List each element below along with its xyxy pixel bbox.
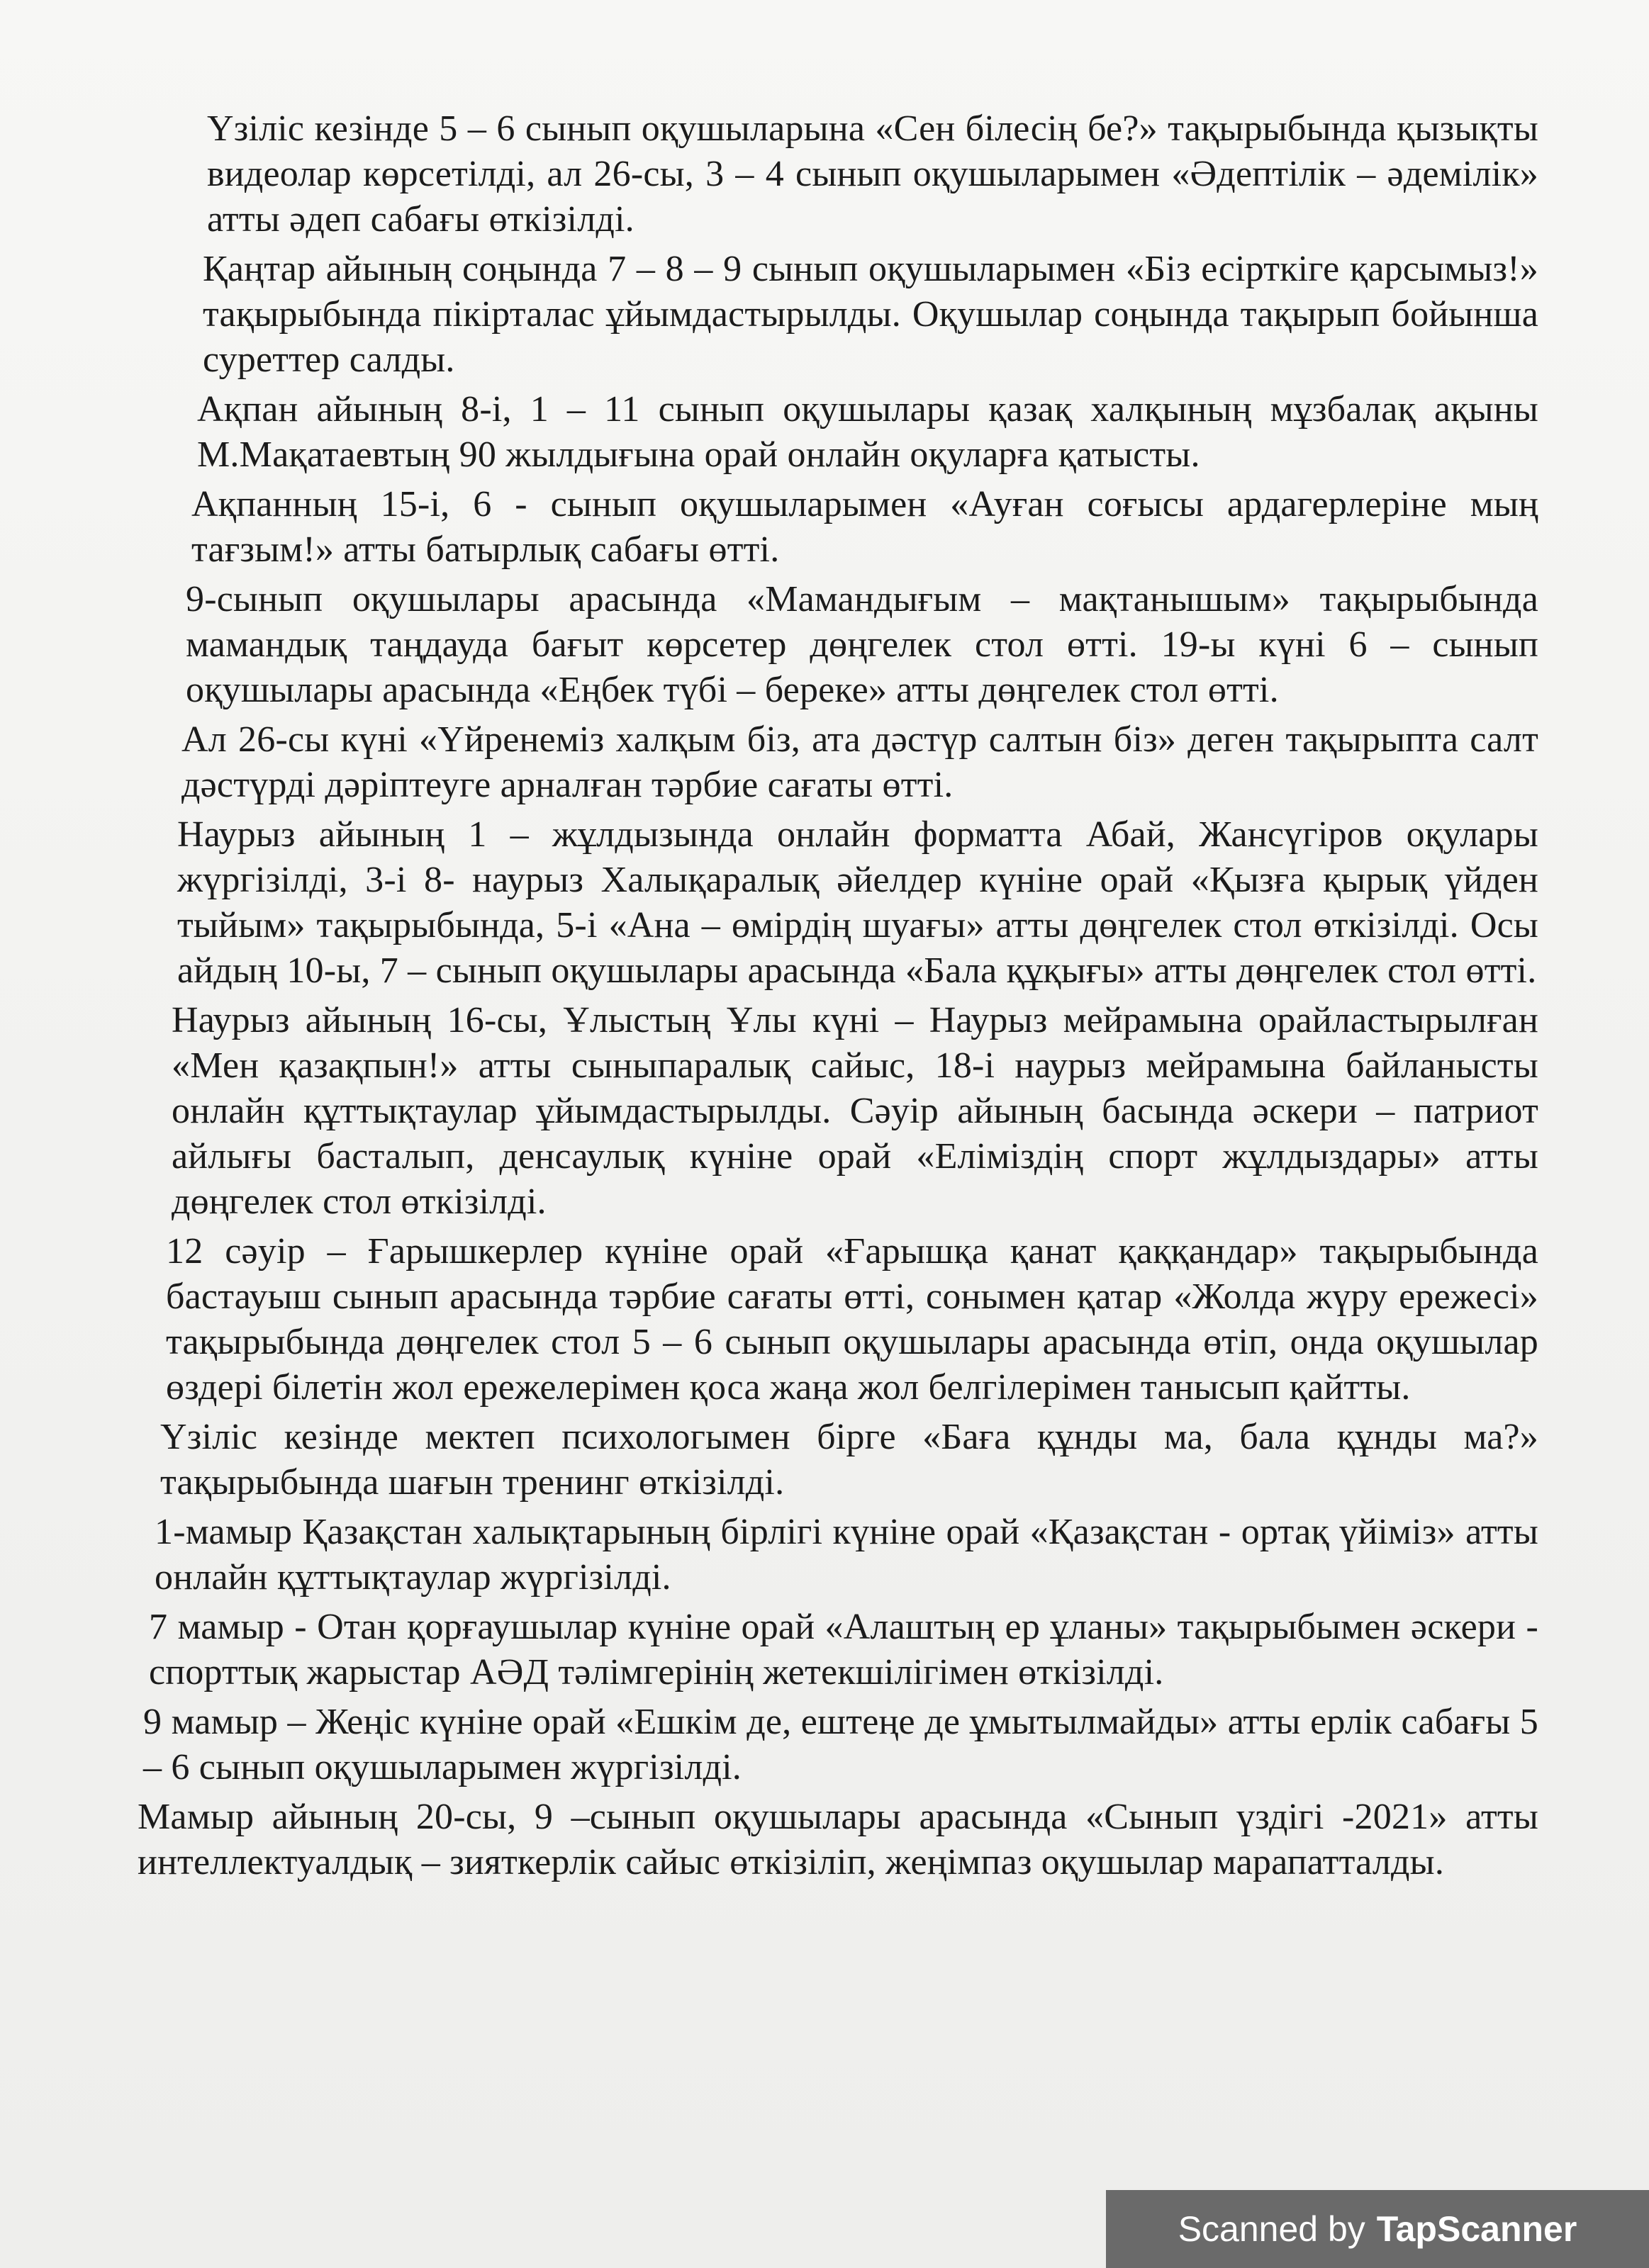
watermark-prefix: Scanned by [1178, 2209, 1365, 2249]
paragraph-4: Ақпанның 15-і, 6 - сынып оқушыларымен «Ауған соғысы ардагерлеріне мың тағзым!» атты батырлық сабағы өтті. [191, 484, 1538, 570]
paragraph-7: Наурыз айының 1 – жұлдызында онлайн форматта Абай, Жансүгіров оқулары жүргізілді, 3-і 8- наурыз Халықаралық әйелдер күніне орай «Қызға қырық үйден тыйым» тақырыбында, 5-і «Ана – өмірдің шуағы» атты дөңгелек стол өткізілді. Осы айдың 10-ы, 7 – сынып оқушылары арасында «Бала құқығы» атты дөңгелек стол өтті. [177, 814, 1538, 991]
paragraph-3: Ақпан айының 8-і, 1 – 11 сынып оқушылары қазақ халқының мұзбалақ ақыны М.Мақатаевтың 90 жылдығына орай онлайн оқуларға қатысты. [197, 389, 1538, 475]
document-body [128, 106, 1538, 1890]
paragraph-1: Үзіліс кезінде 5 – 6 сынып оқушыларына «Сен білесің бе?» тақырыбында қызықты видеолар көрсетілді, ал 26-сы, 3 – 4 сынып оқушыларымен «Әдептілік – әдемілік» атты әдеп сабағы өткізілді. [207, 108, 1538, 240]
paragraph-10: Үзіліс кезінде мектеп психологымен бірге «Баға құнды ма, бала құнды ма?» тақырыбында шағын тренинг өткізілді. [160, 1417, 1538, 1503]
paragraph-12: 7 мамыр - Отан қорғаушылар күніне орай «Алаштың ер ұланы» тақырыбымен әскери - спорттық жарыстар АӘД тәлімгерінің жетекшілігімен өткізілді. [149, 1607, 1538, 1692]
paragraph-11: 1-мамыр Қазақстан халықтарының бірлігі күніне орай «Қазақстан - ортақ үйіміз» атты онлайн құттықтаулар жүргізілді. [155, 1512, 1538, 1598]
paragraph-2: Қаңтар айының соңында 7 – 8 – 9 сынып оқушыларымен «Біз есірткіге қарсымыз!» тақырыбында пікірталас ұйымдастырылды. Оқушылар соңында тақырып бойынша суреттер салды. [203, 249, 1538, 380]
paragraph-5: 9-сынып оқушылары арасында «Мамандығым – мақтанышым» тақырыбында мамандық таңдауда бағыт көрсетер дөңгелек стол өтті. 19-ы күні 6 – сынып оқушылары арасында «Еңбек түбі – береке» атты дөңгелек стол өтті. [186, 579, 1538, 710]
paragraph-6: Ал 26-сы күні «Үйренеміз халқым біз, ата дәстүр салтын біз» деген тақырыпта салт дәстүрді дәріптеуге арналған тәрбие сағаты өтті. [181, 719, 1538, 805]
paragraph-13: 9 мамыр – Жеңіс күніне орай «Ешкім де, ештеңе де ұмытылмайды» атты ерлік сабағы 5 – 6 сынып оқушыларымен жүргізілді. [143, 1702, 1538, 1787]
scanner-watermark [1106, 2190, 1649, 2268]
paragraph-14: Мамыр айының 20-сы, 9 –сынып оқушылары арасында «Сынып үздігі -2021» атты интеллектуалдық – зияткерлік сайыс өткізіліп, жеңімпаз оқушылар марапатталды. [138, 1797, 1538, 1882]
watermark-brand: TapScanner [1376, 2209, 1577, 2249]
paragraph-8: Наурыз айының 16-сы, Ұлыстың Ұлы күні – Наурыз мейрамына орайластырылған «Мен қазақпын!» атты сыныпаралық сайыс, 18-і наурыз мейрамына байланысты онлайн құттықтаулар ұйымдастырылды. Сәуір айының басында әскери – патриот айлығы басталып, денсаулық күніне орай «Еліміздің спорт жұлдыздары» атты дөңгелек стол өткізілді. [172, 1000, 1538, 1222]
paragraph-9: 12 сәуір – Ғарышкерлер күніне орай «Ғарышқа қанат қаққандар» тақырыбында бастауыш сынып арасында тәрбие сағаты өтті, сонымен қатар «Жолда жүру ережесі» тақырыбында дөңгелек стол 5 – 6 сынып оқушылары арасында өтіп, онда оқушылар өздері білетін жол ережелерімен қоса жаңа жол белгілерімен танысып қайтты. [166, 1231, 1538, 1408]
